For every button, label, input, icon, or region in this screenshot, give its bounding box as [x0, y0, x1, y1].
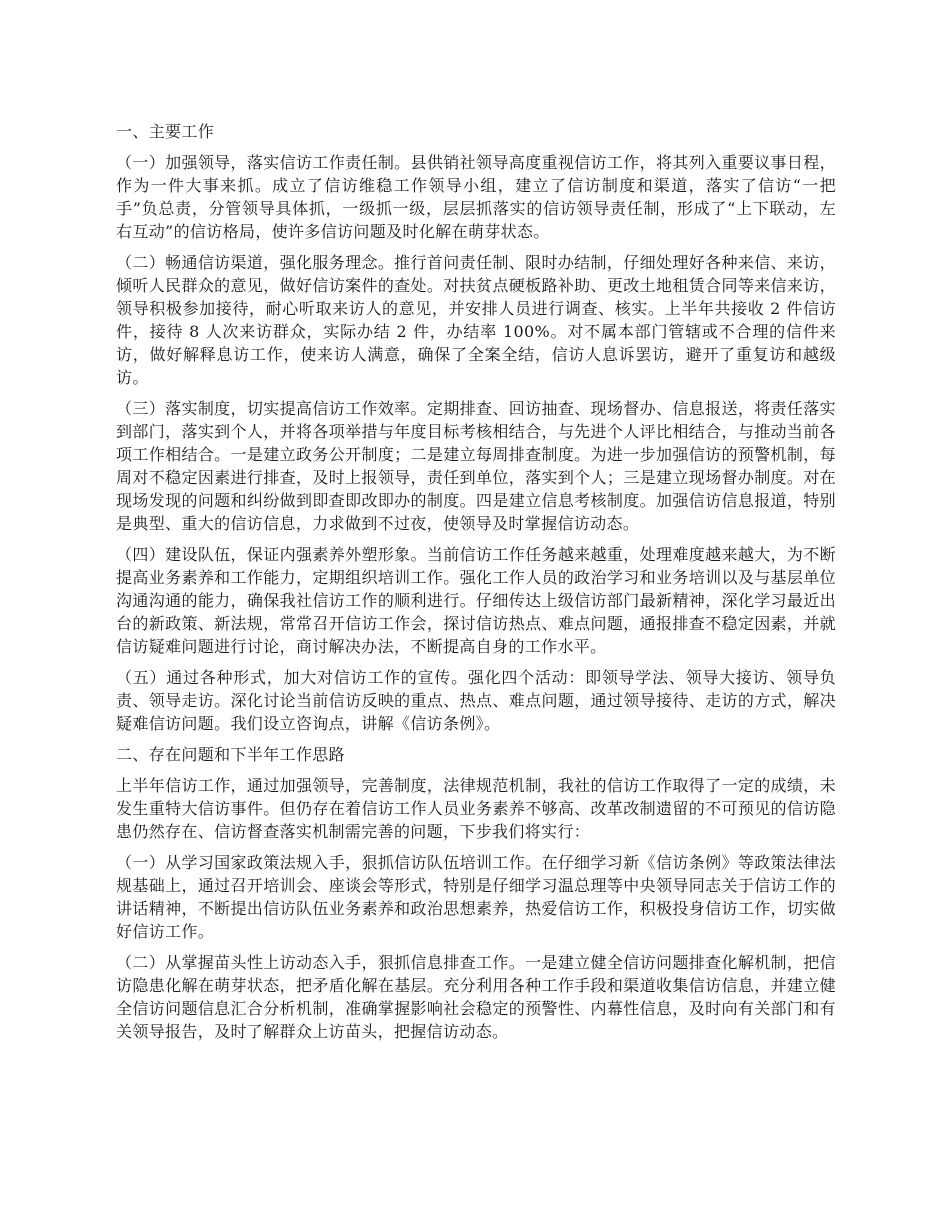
paragraph-system: （三）落实制度，切实提高信访工作效率。定期排查、回访抽查、现场督办、信息报送，将责任落实到部门，落实到个人，并将各项举措与年度目标考核相结合，与先进个人评比相结合，与推动当前各项工作相结合。一是建立政务公开制度；二是建立每周排查制度。为进一步加强信访的预警机制，每周对不稳定因素进行排查，及时上报领导，责任到单位，落实到个人；三是建立现场督办制度。对在现场发现的问题和纠纷做到即查即改即办的制度。四是建立信息考核制度。加强信访信息报道，特别是典型、重大的信访信息，力求做到不过夜，使领导及时掌握信访动态。 [116, 399, 836, 533]
section-heading-main-work: 一、主要工作 [116, 122, 215, 141]
paragraph-summary: 上半年信访工作，通过加强领导，完善制度，法律规范机制，我社的信访工作取得了一定的成绩，未发生重特大信访事件。但仍存在着信访工作人员业务素养不够高、改革改制遗留的不可预见的信访隐患仍然存在、信访督查落实机制需完善的问题，下步我们将实行： [116, 776, 836, 841]
paragraph-information: （二）从掌握苗头性上访动态入手，狠抓信息排查工作。一是建立健全信访问题排查化解机制，把信访隐患化解在萌芽状态，把矛盾化解在基层。充分利用各种工作手段和渠道收集信访信息，并建立健全信访问题信息汇合分析机制，准确掌握影响社会稳定的预警性、内幕性信息，及时向有关部门和有关领导报告，及时了解群众上访苗头，把握信访动态。 [116, 953, 836, 1041]
document-page [116, 120, 836, 1051]
paragraph-training: （一）从学习国家政策法规入手，狠抓信访队伍培训工作。在仔细学习新《信访条例》等政策法律法规基础上，通过召开培训会、座谈会等形式，特别是仔细学习温总理等中央领导同志关于信访工作的讲话精神，不断提出信访队伍业务素养和政治思想素养，热爱信访工作，积极投身信访工作，切实做好信访工作。 [116, 853, 836, 941]
paragraph-channels: （二）畅通信访渠道，强化服务理念。推行首问责任制、限时办结制，仔细处理好各种来信、来访，倾听人民群众的意见，做好信访案件的查处。对扶贫点硬板路补助、更改土地租赁合同等来信来访，领导积极参加接待，耐心听取来访人的意见，并安排人员进行调查、核实。上半年共接收 2 件信访件，接待 8 人次来访群众，实际办结 2 件，办结率 100%。对不属本部门管辖或不合理的信件来访，做好解释息访工作，使来访人满意，确保了全案全结，信访人息诉罢访，避开了重复访和越级访。 [116, 253, 836, 387]
paragraph-team: （四）建设队伍，保证内强素养外塑形象。当前信访工作任务越来越重，处理难度越来越大，为不断提高业务素养和工作能力，定期组织培训工作。强化工作人员的政治学习和业务培训以及与基层单位沟通沟通的能力，确保我社信访工作的顺利进行。仔细传达上级信访部门最新精神，深化学习最近出台的新政策、新法规，常常召开信访工作会，探讨信访热点、难点问题，通报排查不稳定因素，并就信访疑难问题进行讨论，商讨解决办法，不断提高自身的工作水平。 [116, 545, 836, 656]
paragraph-publicity: （五）通过各种形式，加大对信访工作的宣传。强化四个活动：即领导学法、领导大接访、领导负责、领导走访。深化讨论当前信访反映的重点、热点、难点问题，通过领导接待、走访的方式，解决疑难信访问题。我们设立咨询点，讲解《信访条例》。 [116, 668, 836, 733]
section-heading-problems: 二、存在问题和下半年工作思路 [116, 745, 345, 764]
paragraph-leadership: （一）加强领导，落实信访工作责任制。县供销社领导高度重视信访工作，将其列入重要议事日程，作为一件大事来抓。成立了信访维稳工作领导小组，建立了信访制度和渠道，落实了信访“一把手”负总责，分管领导具体抓，一级抓一级，层层抓落实的信访领导责任制，形成了“上下联动，左右互动”的信访格局，使许多信访问题及时化解在萌芽状态。 [116, 153, 836, 241]
